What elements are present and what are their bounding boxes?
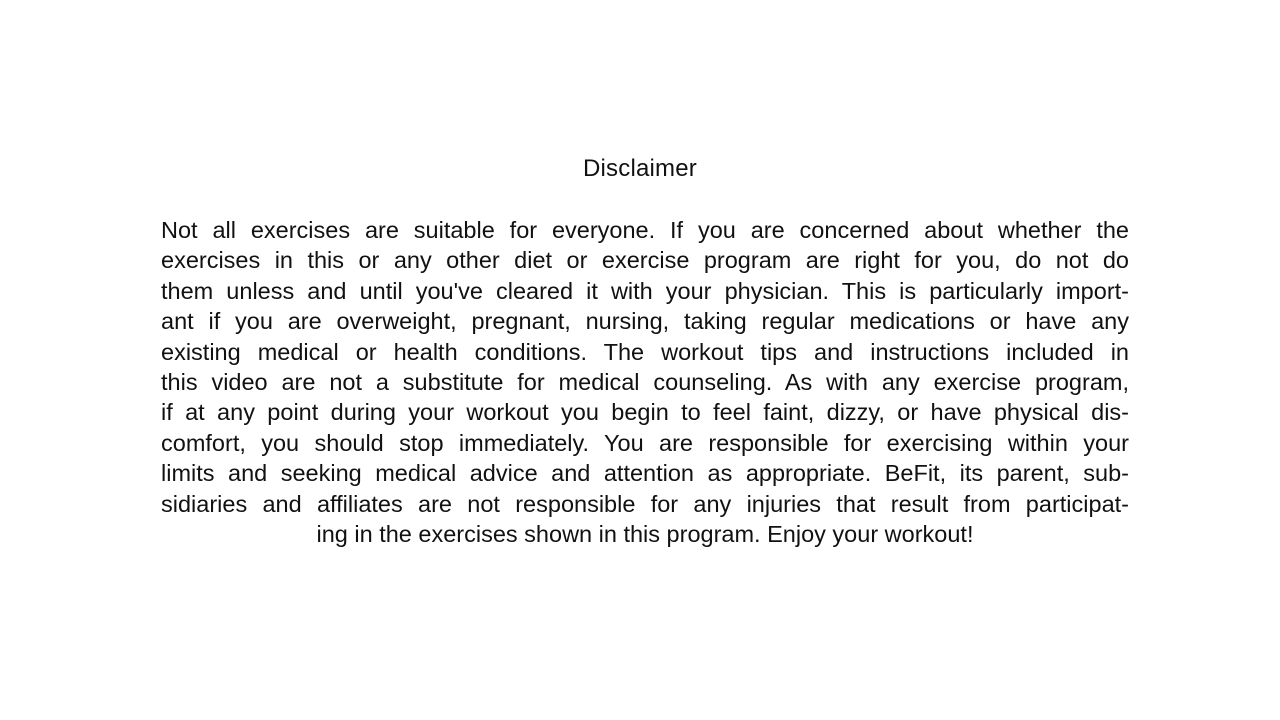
paragraph-line: ing in the exercises shown in this program. Enjoy your workout! — [316, 520, 974, 547]
paragraph-line: them unless and until you've cleared it with your physician. This is particularly import- — [161, 277, 1129, 304]
paragraph-line: Not all exercises are suitable for everyone. If you are concerned about whether the — [161, 217, 1129, 243]
disclaimer-paragraph — [161, 215, 1129, 549]
paragraph-line: if at any point during your workout you begin to feel faint, dizzy, or have physical dis- — [161, 399, 1129, 426]
paragraph-line: this video are not a substitute for medical counseling. As with any exercise program, — [161, 368, 1129, 395]
paragraph-line: ant if you are overweight, pregnant, nursing, taking regular medications or have any — [161, 308, 1129, 335]
paragraph-line: existing medical or health conditions. The workout tips and instructions included in — [161, 338, 1129, 365]
paragraph-line: limits and seeking medical advice and attention as appropriate. BeFit, its parent, sub- — [161, 460, 1129, 487]
paragraph-line: exercises in this or any other diet or exercise program are right for you, do not do — [161, 247, 1129, 274]
paragraph-line: sidiaries and affiliates are not responsible for any injuries that result from participat- — [161, 490, 1129, 517]
disclaimer-title: Disclaimer — [582, 155, 697, 182]
paragraph-line: comfort, you should stop immediately. You are responsible for exercising within your — [161, 429, 1129, 456]
